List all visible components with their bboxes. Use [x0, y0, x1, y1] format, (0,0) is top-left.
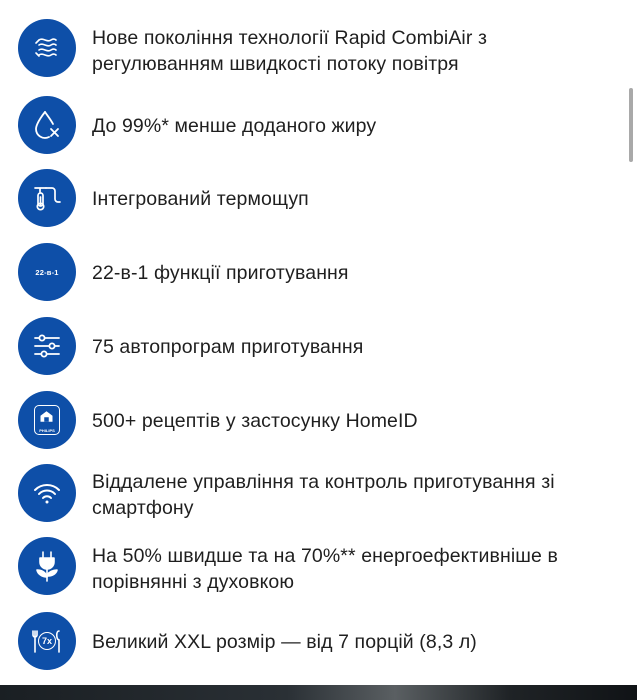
feature-text-line: порівнянні з духовкою [92, 571, 295, 593]
feature-text-line: До 99%* менше доданого жиру [92, 115, 377, 137]
homeid-app-icon [18, 391, 76, 449]
feature-text [92, 408, 612, 434]
feature-text-line: 75 автопрограм приготування [92, 336, 364, 358]
feature-text [92, 543, 612, 595]
sliders-icon [18, 317, 76, 375]
feature-text-line: Інтегрований термощуп [92, 188, 309, 210]
feature-text [92, 260, 612, 286]
feature-text-line: 22-в-1 функції приготування [92, 262, 349, 284]
feature-text-line: На 50% швидше та на 70%** енергоефективніше в [92, 545, 558, 567]
product-photo-strip [0, 685, 637, 700]
xxl-portions-icon [18, 612, 76, 670]
functions-badge-icon [18, 243, 76, 301]
functions-badge-text: 22-в-1 [35, 267, 59, 277]
feature-text-line: Нове покоління технології Rapid CombiAir з [92, 27, 488, 49]
feature-text [92, 25, 612, 77]
feature-text [92, 113, 612, 139]
feature-text [92, 629, 612, 655]
feature-text-line: 500+ рецептів у застосунку HomeID [92, 410, 418, 432]
feature-text-line: регулюванням швидкості потоку повітря [92, 53, 459, 75]
thermometer-probe-icon [18, 169, 76, 227]
brand-badge-text: PHILIPS [39, 428, 55, 433]
feature-text-line: Великий XXL розмір — від 7 порцій (8,3 л) [92, 631, 477, 653]
airflow-icon [18, 19, 76, 77]
feature-text-line: Віддалене управління та контроль приготування зі [92, 471, 555, 493]
feature-text [92, 186, 612, 212]
wifi-icon [18, 464, 76, 522]
energy-plug-icon [18, 537, 76, 595]
less-fat-drop-icon [18, 96, 76, 154]
feature-text [92, 469, 612, 521]
feature-text-line: смартфону [92, 497, 194, 519]
portions-badge-text: 7x [38, 632, 56, 650]
scrollbar[interactable] [629, 88, 633, 162]
feature-text [92, 334, 612, 360]
